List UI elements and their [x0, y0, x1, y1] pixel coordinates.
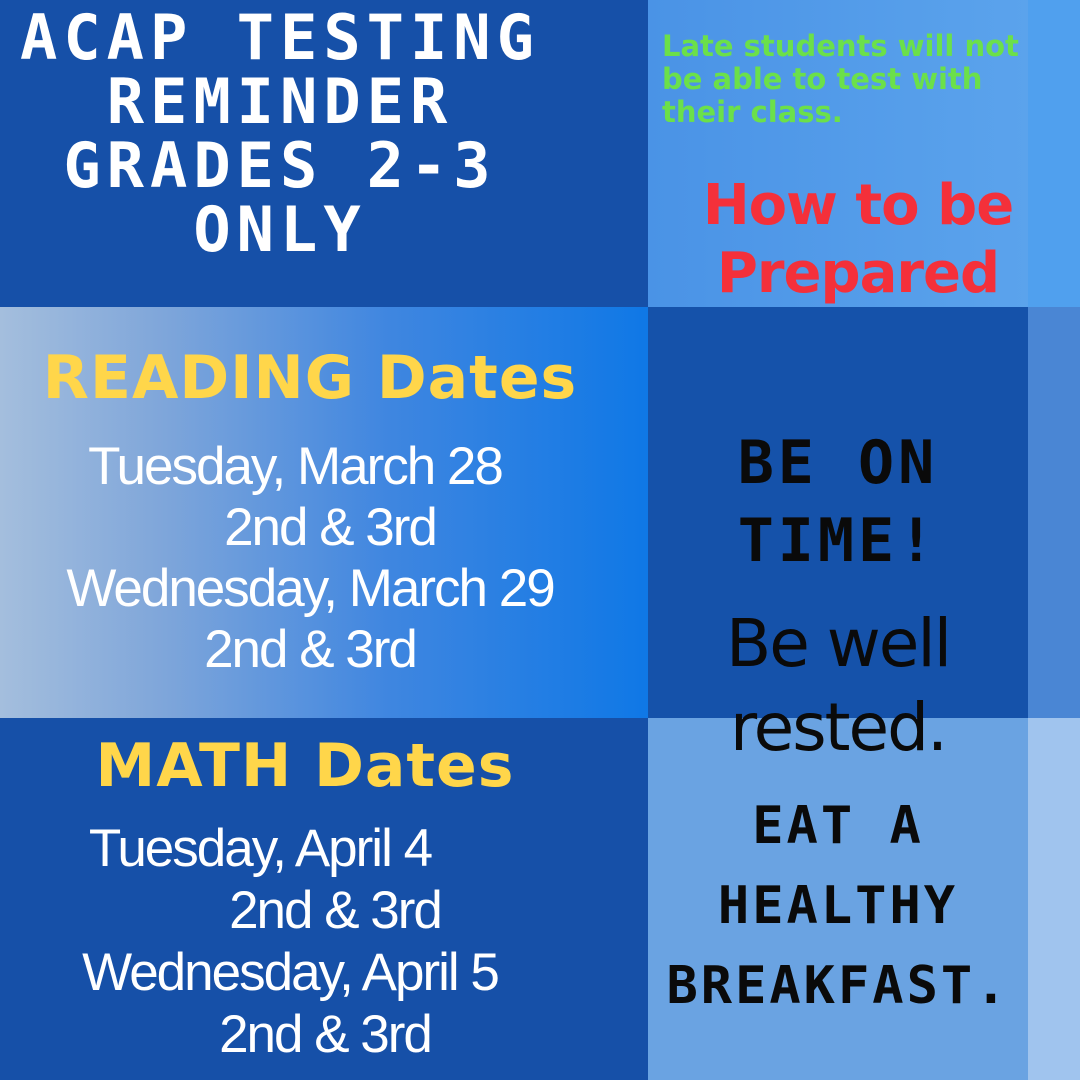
date-line: Tuesday, April 4	[88, 819, 432, 878]
math-dates-list	[0, 818, 520, 1066]
math-dates-heading: MATH Dates	[95, 731, 515, 801]
title-line: REMINDER	[106, 65, 454, 138]
date-line: Tuesday, March 28	[88, 437, 502, 496]
date-line: Wednesday, March 29	[66, 559, 554, 618]
how-to-line: Prepared	[716, 241, 1000, 306]
grade-line: 2nd & 3rd	[204, 620, 416, 679]
tip-line: rested.	[729, 689, 947, 766]
tip-line: BE ON	[737, 428, 939, 498]
decorative-strip-middle	[1028, 307, 1080, 718]
how-to-line: How to be	[702, 173, 1014, 238]
tip-line: EAT A	[752, 796, 924, 856]
title-line: ONLY	[193, 193, 367, 266]
tip-be-on-time	[648, 424, 1028, 580]
tip-healthy-breakfast	[648, 786, 1028, 1026]
title-line: GRADES 2-3	[63, 129, 497, 202]
title-line: ACAP TESTING	[20, 1, 540, 74]
late-students-note: Late students will not be able to test with their class.	[662, 29, 1019, 129]
reading-dates-heading: READING Dates	[42, 343, 578, 413]
date-line: Wednesday, April 5	[82, 943, 498, 1002]
tip-line: HEALTHY	[717, 876, 959, 936]
reading-dates-list	[0, 436, 620, 680]
how-to-prepare-heading	[648, 172, 1068, 308]
grade-line: 2nd & 3rd	[229, 881, 441, 940]
decorative-strip-bottom	[1028, 718, 1080, 1080]
grade-line: 2nd & 3rd	[219, 1005, 431, 1064]
tip-be-well-rested	[648, 602, 1028, 770]
grade-line: 2nd & 3rd	[224, 498, 436, 557]
page-title	[0, 1, 560, 266]
tip-line: BREAKFAST.	[666, 956, 1010, 1016]
tip-line: Be well	[725, 605, 951, 682]
tip-line: TIME!	[737, 506, 939, 576]
